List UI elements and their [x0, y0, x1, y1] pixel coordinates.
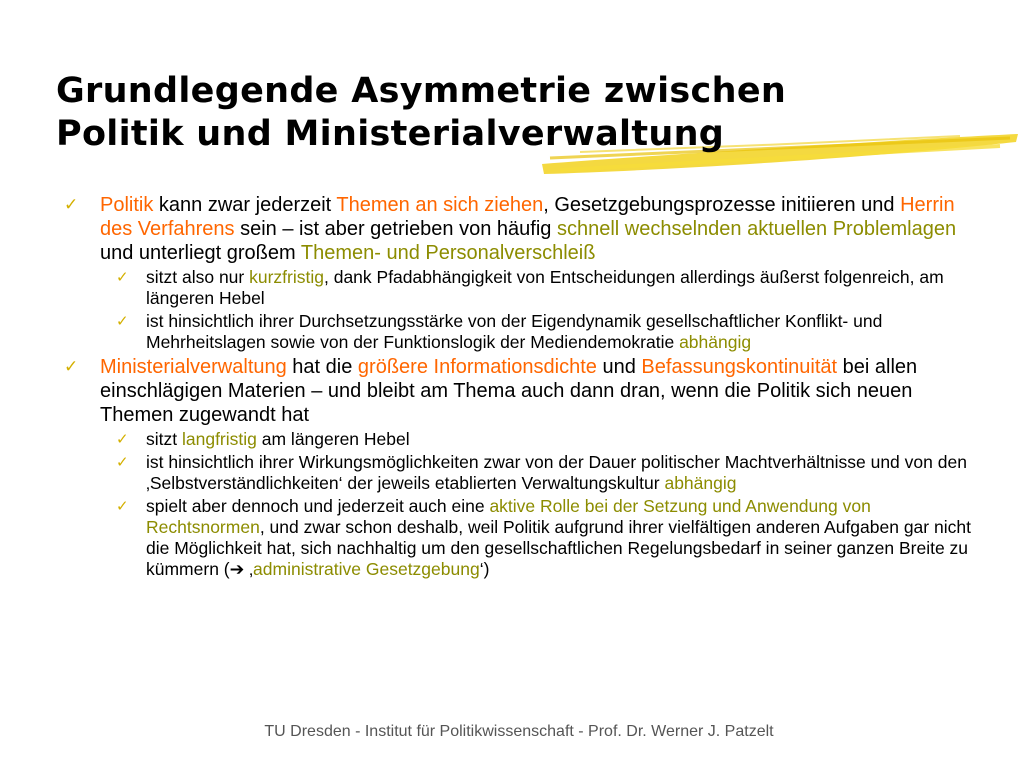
- checkmark-icon: ✓: [64, 357, 79, 377]
- footer: TU Dresden - Institut für Politikwissenschaft - Prof. Dr. Werner J. Patzelt: [264, 723, 774, 740]
- text: ‘): [479, 559, 490, 579]
- text: hat die: [286, 356, 358, 378]
- checkmark-icon: ✓: [116, 430, 129, 448]
- term-themen-ziehen: Themen an sich ziehen: [336, 194, 544, 216]
- text: am längeren Hebel: [256, 429, 410, 449]
- term-administrative-gesetzgebung: administrative Gesetzgebung: [253, 559, 480, 579]
- title-line-2: Politik und Ministerialverwaltung: [56, 114, 725, 154]
- checkmark-icon: ✓: [116, 312, 129, 330]
- term-abhaengig: abhängig: [664, 473, 737, 493]
- text: sitzt: [146, 429, 182, 449]
- term-abhaengig: abhängig: [679, 332, 752, 352]
- text: , dank Pfadabhängigkeit von Entscheidungen allerdings äußerst folgenreich, am längeren Hebel: [146, 267, 944, 308]
- right-arrow-icon: ➔: [229, 560, 245, 580]
- text: ist hinsichtlich ihrer Wirkungsmöglichkeiten zwar von der Dauer politischer Machtverhältnisse und von den ‚Selbstverständlichkeiten‘ der jeweils etablierten Verwaltungskultur: [146, 452, 967, 493]
- text: ist hinsichtlich ihrer Durchsetzungsstärke von der Eigendynamik gesellschaftlicher Konflikt- und Mehrheitslagen sowie von der Funktionslogik der Mediendemokratie: [146, 311, 883, 352]
- text: kann zwar jederzeit: [153, 194, 337, 216]
- term-verschleiss: Themen- und Personalverschleiß: [300, 242, 596, 264]
- term-kurzfristig: kurzfristig: [249, 267, 324, 287]
- checkmark-icon: ✓: [116, 453, 129, 471]
- text: ‚: [244, 559, 254, 579]
- term-aktive-rolle: aktive Rolle bei der Setzung und Anwendung von Rechtsnormen: [146, 496, 871, 537]
- term-langfristig: langfristig: [181, 429, 257, 449]
- title-line-1: Grundlegende Asymmetrie zwischen: [56, 71, 787, 111]
- text: , und zwar schon deshalb, weil Politik aufgrund ihrer vielfältigen anderen Aufgaben gar nicht die Möglichkeit hat, sich nachhaltig um den gesellschaftlichen Regelungsbedarf in seiner ganzen Breite zu kümmern (: [146, 517, 971, 579]
- checkmark-icon: ✓: [64, 195, 79, 215]
- text: , Gesetzgebungsprozesse initiieren und: [543, 194, 901, 216]
- term-ministerialverwaltung: Ministerialverwaltung: [100, 356, 287, 378]
- term-herrin-verfahrens: Herrin des Verfahrens: [100, 194, 955, 240]
- term-befassungskontinuitaet: Befassungskontinuität: [641, 356, 838, 378]
- text: bei allen einschlägigen Materien – und bleibt am Thema auch dann dran, wenn die Politik sich neuen Themen zugewandt hat: [100, 356, 918, 426]
- text: sitzt also nur: [146, 267, 250, 287]
- text: und: [596, 356, 642, 378]
- sub-bullet-aktive-rolle: [64, 496, 984, 581]
- checkmark-icon: ✓: [116, 497, 129, 515]
- sub-bullet-durchsetzung: [64, 311, 984, 353]
- text: und unterliegt großem: [100, 242, 301, 264]
- bullet-politik: [64, 193, 984, 265]
- page-title: [56, 70, 956, 156]
- text: sein – ist aber getrieben von häufig: [234, 218, 557, 240]
- bullet-ministerialverwaltung: [64, 355, 984, 427]
- text: spielt aber dennoch und jederzeit auch eine: [146, 496, 490, 516]
- sub-bullet-wirkungsmoeglichkeiten: [64, 452, 984, 494]
- sub-bullet-langfristig: [64, 429, 984, 450]
- bullet-list: [64, 193, 984, 583]
- term-politik: Politik: [100, 194, 154, 216]
- sub-bullet-kurzfristig: [64, 267, 984, 309]
- term-informationsdichte: größere Informationsdichte: [357, 356, 597, 378]
- checkmark-icon: ✓: [116, 268, 129, 286]
- term-problemlagen: schnell wechselnden aktuellen Problemlagen: [556, 218, 957, 240]
